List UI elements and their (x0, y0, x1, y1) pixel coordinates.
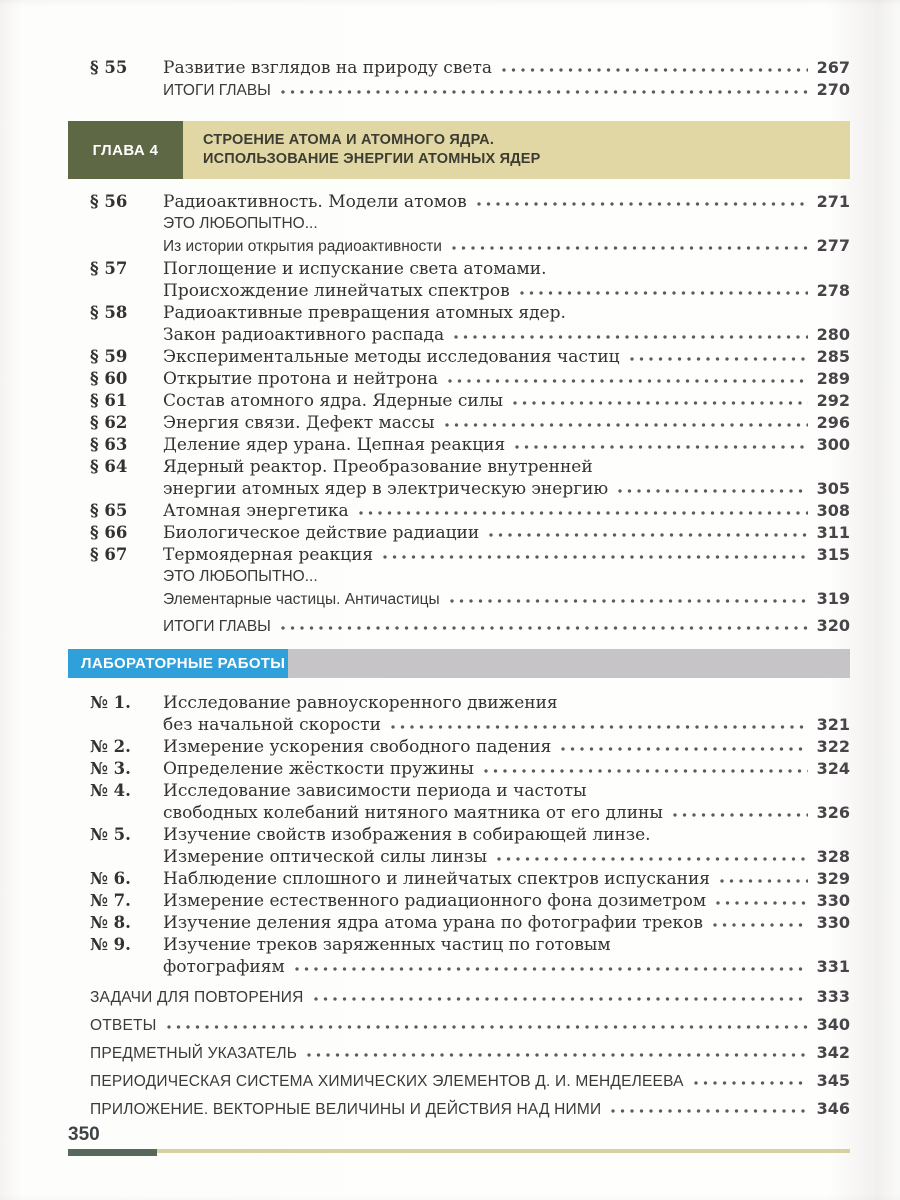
entry-title: без начальной скорости (163, 715, 381, 735)
entry-page-number: 342 (816, 1043, 850, 1062)
entry-page-number: 267 (816, 58, 850, 77)
chapter-badge: ГЛАВА 4 (68, 121, 183, 179)
dot-leader (513, 392, 808, 406)
entry-number: § 62 (90, 413, 128, 432)
entry-title: Открытие протона и нейтрона (163, 369, 438, 389)
entry-number: № 1. (90, 693, 131, 712)
dot-leader (445, 414, 809, 428)
toc-entry (90, 191, 850, 213)
entry-number: § 60 (90, 369, 128, 388)
toc-entry (90, 235, 850, 258)
entry-number: № 5. (90, 825, 131, 844)
dot-leader (502, 59, 808, 73)
chapter-title-line-2: ИСПОЛЬЗОВАНИЕ ЭНЕРГИИ АТОМНЫХ ЯДЕР (203, 151, 541, 167)
entry-title: Измерение ускорения свободного падения (163, 737, 552, 757)
entry-title: Развитие взглядов на природу света (163, 58, 492, 78)
entry-title: свободных колебаний нитяного маятника от его длины (163, 803, 663, 823)
toc-entry (90, 57, 850, 79)
dot-leader (515, 436, 808, 450)
dot-leader (448, 370, 808, 384)
entry-page-number: 346 (816, 1099, 850, 1118)
dot-leader (484, 760, 808, 774)
entry-title: Радиоактивность. Модели атомов (163, 192, 467, 212)
entry-title: Экспериментальные методы исследования частиц (163, 347, 620, 367)
dot-leader (477, 193, 808, 207)
entry-page-number: 292 (816, 391, 850, 410)
entry-title: Измерение оптической силы линзы (163, 847, 488, 867)
toc-entry (90, 258, 850, 302)
entry-page-number: 330 (816, 891, 850, 910)
dot-leader (561, 738, 808, 752)
entry-title: Из истории открытия радиоактивности (163, 238, 442, 255)
toc-entry (90, 736, 850, 758)
entry-page-number: 328 (816, 847, 850, 866)
toc-entry (90, 346, 850, 368)
entry-page-number: 345 (816, 1071, 850, 1090)
toc-entry (90, 934, 850, 978)
entry-title: ЭТО ЛЮБОПЫТНО... (163, 215, 318, 232)
toc-entry (90, 412, 850, 434)
entry-page-number: 331 (816, 957, 850, 976)
entry-title: Изучение треков заряженных частиц по готовым (163, 935, 611, 955)
entry-number (90, 213, 163, 235)
toc-entry (90, 566, 850, 588)
dot-leader (489, 524, 808, 538)
entry-title: фотографиям (163, 957, 285, 977)
dot-leader (167, 1016, 808, 1030)
entry-page-number: 311 (816, 523, 850, 542)
entry-number: № 8. (90, 913, 131, 932)
dot-leader (454, 326, 808, 340)
entry-number: § 56 (90, 192, 128, 211)
lab-works-header-bar (288, 649, 850, 678)
entry-page-number: 330 (816, 913, 850, 932)
entry-number: № 4. (90, 781, 131, 800)
entry-number: § 67 (90, 545, 128, 564)
entry-page-number: 270 (816, 80, 850, 99)
entry-page-number: 322 (816, 737, 850, 756)
dot-leader (391, 716, 808, 730)
dot-leader (713, 914, 808, 928)
toc-entry (90, 1098, 850, 1120)
entry-page-number: 271 (816, 192, 850, 211)
entry-title: Изучение свойств изображения в собирающей линзе. (163, 825, 651, 845)
toc-entry (90, 500, 850, 522)
toc-entry (90, 368, 850, 390)
toc-entry (90, 890, 850, 912)
entry-title: ЗАДАЧИ ДЛЯ ПОВТОРЕНИЯ (90, 989, 304, 1006)
chapter-title-line-1: СТРОЕНИЕ АТОМА И АТОМНОГО ЯДРА. (203, 132, 495, 148)
toc-entry (90, 544, 850, 566)
dot-leader (630, 348, 808, 362)
entry-title: Энергия связи. Дефект массы (163, 413, 435, 433)
footer-rule-tan-segment (157, 1149, 850, 1153)
footer-rule (68, 1149, 850, 1156)
entry-number: § 63 (90, 435, 128, 454)
entry-page-number: 280 (816, 325, 850, 344)
dot-leader (611, 1100, 808, 1114)
toc-entry (90, 390, 850, 412)
entry-title: Поглощение и испускание света атомами. (163, 259, 547, 279)
entry-title: Деление ядер урана. Цепная реакция (163, 435, 506, 455)
entry-number: § 58 (90, 303, 128, 322)
entry-number (90, 235, 163, 258)
entry-page-number: 320 (816, 616, 850, 635)
entry-number: § 66 (90, 523, 128, 542)
entry-title: ПРИЛОЖЕНИЕ. ВЕКТОРНЫЕ ВЕЛИЧИНЫ И ДЕЙСТВИЯ НАД НИМИ (90, 1101, 602, 1118)
toc-entry (90, 79, 850, 102)
entry-number: § 64 (90, 457, 128, 476)
dot-leader (716, 892, 808, 906)
toc-entry (90, 522, 850, 544)
entry-title: ИТОГИ ГЛАВЫ (163, 82, 271, 99)
entry-title: Биологическое действие радиации (163, 523, 480, 543)
dot-leader (359, 502, 808, 516)
entry-number: § 65 (90, 501, 128, 520)
dot-leader (450, 590, 808, 604)
entry-number: № 2. (90, 737, 131, 756)
dot-leader (497, 848, 808, 862)
entry-number: § 57 (90, 259, 128, 278)
dot-leader (720, 870, 808, 884)
entry-page-number: 329 (816, 869, 850, 888)
chapter-4-entries (68, 191, 850, 638)
entry-number: § 59 (90, 347, 128, 366)
entry-page-number: 289 (816, 369, 850, 388)
dot-leader (281, 81, 808, 95)
footer-rule-green-segment (68, 1149, 157, 1156)
entry-title: Происхождение линейчатых спектров (163, 281, 510, 301)
entry-number (90, 79, 163, 102)
toc-content (68, 0, 850, 1120)
entry-page-number: 308 (816, 501, 850, 520)
entry-title: Измерение естественного радиационного фона дозиметром (163, 891, 707, 911)
entry-page-number: 285 (816, 347, 850, 366)
toc-entry (90, 213, 850, 235)
entry-number: № 9. (90, 935, 131, 954)
dot-leader (673, 804, 808, 818)
page-footer (68, 1124, 850, 1156)
entry-page-number: 296 (816, 413, 850, 432)
toc-entry (90, 588, 850, 611)
entry-page-number: 324 (816, 759, 850, 778)
entry-number: № 6. (90, 869, 131, 888)
entry-title: Элементарные частицы. Античастицы (163, 591, 440, 608)
entry-number: № 3. (90, 759, 131, 778)
entry-number: § 55 (90, 58, 128, 77)
toc-entry (90, 912, 850, 934)
entry-title: Состав атомного ядра. Ядерные силы (163, 391, 504, 411)
entry-title: Термоядерная реакция (163, 545, 374, 565)
toc-entry (90, 758, 850, 780)
footer-page-number: 350 (68, 1124, 100, 1145)
dot-leader (618, 480, 808, 494)
toc-entry (90, 615, 850, 638)
entry-page-number: 326 (816, 803, 850, 822)
toc-entry (90, 456, 850, 500)
dot-leader (314, 988, 808, 1002)
dot-leader (281, 617, 808, 631)
entry-page-number: 319 (816, 589, 850, 608)
dot-leader (452, 237, 808, 251)
toc-entry (90, 692, 850, 736)
entry-title: ОТВЕТЫ (90, 1017, 157, 1034)
toc-entry (90, 986, 850, 1008)
entry-title: Исследование равноускоренного движения (163, 693, 558, 713)
dot-leader (520, 282, 808, 296)
entry-title: Исследование зависимости периода и частоты (163, 781, 587, 801)
toc-entry (90, 302, 850, 346)
toc-entry (90, 1042, 850, 1064)
entry-title: Наблюдение сплошного и линейчатых спектров испускания (163, 869, 711, 889)
toc-entry (90, 824, 850, 868)
entry-title: ПРЕДМЕТНЫЙ УКАЗАТЕЛЬ (90, 1045, 298, 1062)
entry-page-number: 340 (816, 1015, 850, 1034)
lab-works-entries (68, 692, 850, 978)
entry-page-number: 333 (816, 987, 850, 1006)
entry-number: № 7. (90, 891, 131, 910)
dot-leader (694, 1072, 808, 1086)
entry-title: ЭТО ЛЮБОПЫТНО... (163, 568, 318, 585)
entry-page-number: 278 (816, 281, 850, 300)
chapter-title-band (183, 121, 850, 179)
chapter-4-header (68, 121, 850, 179)
toc-entry (90, 868, 850, 890)
toc-entry (90, 1014, 850, 1036)
back-matter-entries (68, 986, 850, 1120)
entry-title: Закон радиоактивного распада (163, 325, 445, 345)
entry-number: § 61 (90, 391, 128, 410)
dot-leader (383, 546, 808, 560)
entry-title: ИТОГИ ГЛАВЫ (163, 618, 271, 635)
entry-number (90, 615, 163, 638)
toc-entry (90, 434, 850, 456)
entry-title: Определение жёсткости пружины (163, 759, 474, 779)
entry-title: Атомная энергетика (163, 501, 349, 521)
toc-entry (90, 780, 850, 824)
lab-works-badge: ЛАБОРАТОРНЫЕ РАБОТЫ (68, 649, 288, 678)
entry-page-number: 305 (816, 479, 850, 498)
entry-title: энергии атомных ядер в электрическую энергию (163, 479, 609, 499)
entry-title: ПЕРИОДИЧЕСКАЯ СИСТЕМА ХИМИЧЕСКИХ ЭЛЕМЕНТОВ Д. И. МЕНДЕЛЕЕВА (90, 1073, 684, 1090)
dot-leader (295, 958, 808, 972)
entry-page-number: 277 (816, 236, 850, 255)
pre-chapter-entries (68, 0, 850, 102)
entry-title: Радиоактивные превращения атомных ядер. (163, 303, 566, 323)
lab-works-header (68, 649, 850, 678)
toc-entry (90, 1070, 850, 1092)
entry-title: Ядерный реактор. Преобразование внутренней (163, 457, 593, 477)
entry-number (90, 588, 163, 611)
dot-leader (307, 1044, 808, 1058)
entry-number (90, 566, 163, 588)
entry-page-number: 300 (816, 435, 850, 454)
entry-page-number: 315 (816, 545, 850, 564)
entry-title: Изучение деления ядра атома урана по фотографии треков (163, 913, 703, 933)
entry-page-number: 321 (816, 715, 850, 734)
